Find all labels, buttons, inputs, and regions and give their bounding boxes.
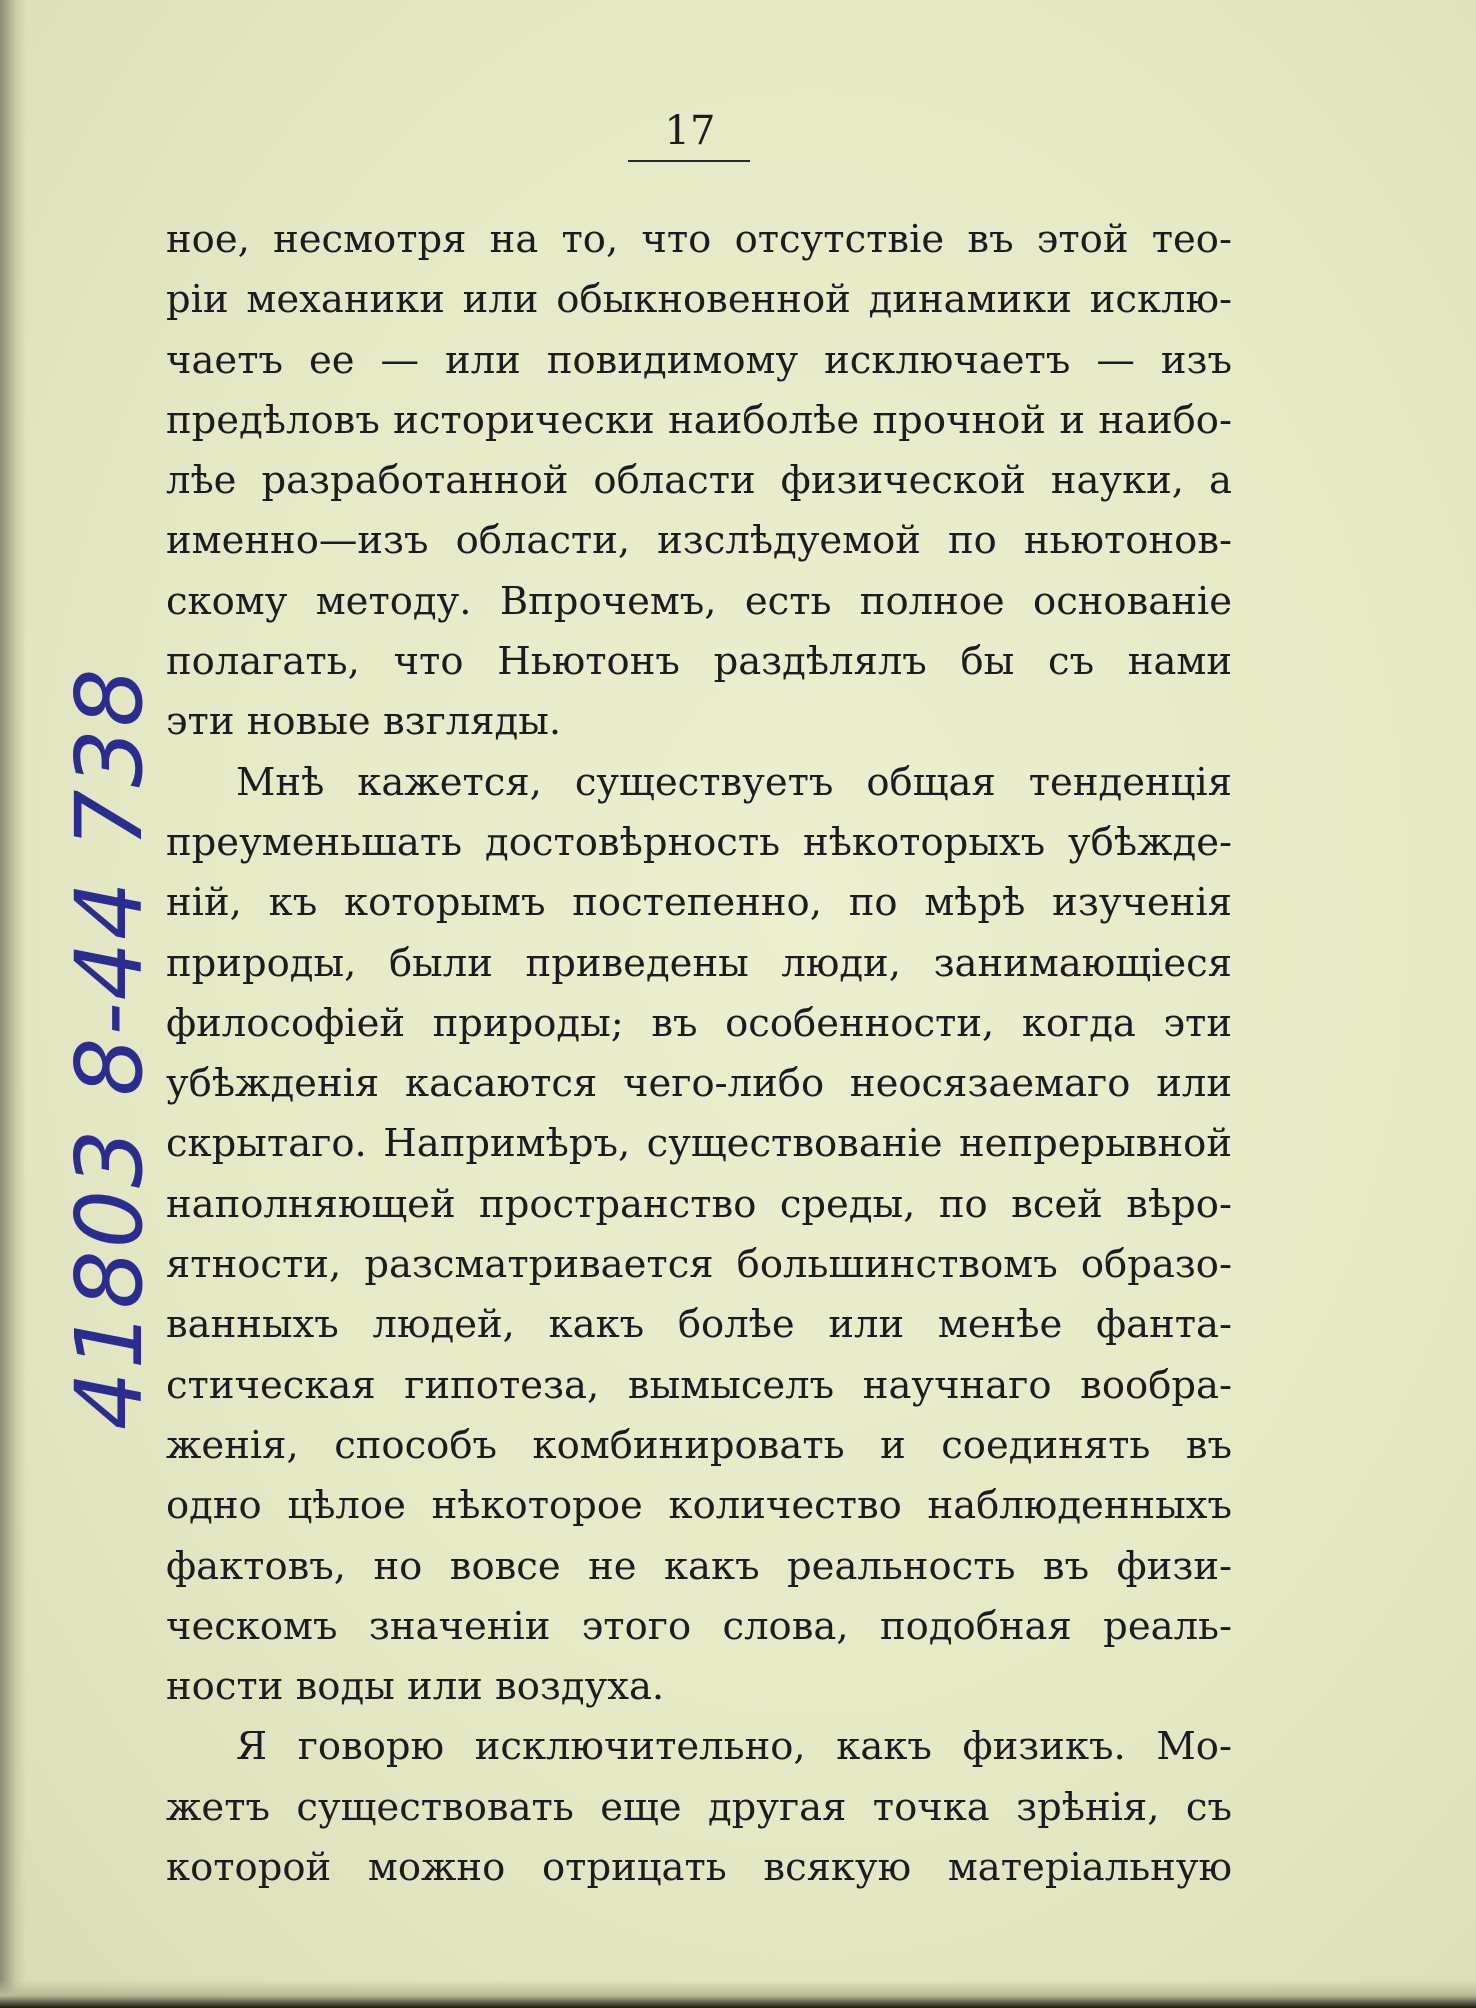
text-line: жетъ существовать еще другая точка зрѣнія, съ [166, 1784, 1232, 1830]
text-line: ріи механики или обыкновенной динамики исклю- [166, 277, 1232, 323]
text-line: ятности, разсматривается большинствомъ образо- [166, 1242, 1232, 1288]
text-line: наполняющей пространство среды, по всей вѣро- [166, 1181, 1232, 1227]
page-bottom-edge [0, 1980, 1476, 2008]
text-line: природы, были приведены люди, занимающіеся [166, 940, 1232, 986]
page-left-edge [0, 0, 26, 2008]
text-line: предѣловъ исторически наиболѣе прочной и наибо- [166, 397, 1232, 443]
page-number-rule [628, 160, 750, 162]
inventory-stamp [40, 666, 163, 1430]
text-line: ное, несмотря на то, что отсутствіе въ этой тео- [166, 217, 1232, 262]
text-line: ческомъ значеніи этого слова, подобная реаль- [166, 1603, 1232, 1649]
text-line: эти новые взгляды. [166, 699, 562, 745]
text-line: женія, способъ комбинировать и соединять въ [166, 1422, 1232, 1468]
text-line: стическая гипотеза, вымыселъ научнаго вообра- [166, 1362, 1232, 1408]
page-number: 17 [664, 108, 716, 154]
text-line: которой можно отрицать всякую матеріальную [166, 1845, 1232, 1891]
text-line: одно цѣлое нѣкоторое количество наблюденныхъ [166, 1483, 1232, 1529]
text-line: чаетъ ее — или повидимому исключаетъ — изъ [166, 337, 1232, 383]
text-line: ній, къ которымъ постепенно, по мѣрѣ изученія [166, 880, 1232, 926]
text-line: скому методу. Впрочемъ, есть полное основаніе [166, 578, 1232, 624]
text-line: скрытаго. Напримѣръ, существованіе непрерывной [166, 1121, 1232, 1167]
text-line: преуменьшать достовѣрность нѣкоторыхъ убѣжде- [166, 819, 1232, 865]
inventory-stamp-text: 41803 8-44 738 [56, 666, 163, 1430]
body-text [166, 210, 1232, 1898]
text-line: фактовъ, но вовсе не какъ реальность въ физи- [166, 1543, 1232, 1589]
text-line: именно—изъ области, изслѣдуемой по ньютонов- [166, 518, 1232, 564]
text-line: лѣе разработанной области физической науки, а [166, 458, 1232, 504]
text-line: полагать, что Ньютонъ раздѣлялъ бы съ нами [166, 639, 1232, 685]
text-line: ванныхъ людей, какъ болѣе или менѣе фанта- [166, 1302, 1232, 1348]
text-line: Я говорю исключительно, какъ физикъ. Мо- [236, 1724, 1232, 1770]
text-line: философіей природы; въ особенности, когда эти [166, 1000, 1232, 1046]
text-line: ности воды или воздуха. [166, 1664, 665, 1710]
text-line: Мнѣ кажется, существуетъ общая тенденція [236, 759, 1232, 805]
text-line: убѣжденія касаются чего-либо неосязаемаго или [166, 1061, 1232, 1107]
